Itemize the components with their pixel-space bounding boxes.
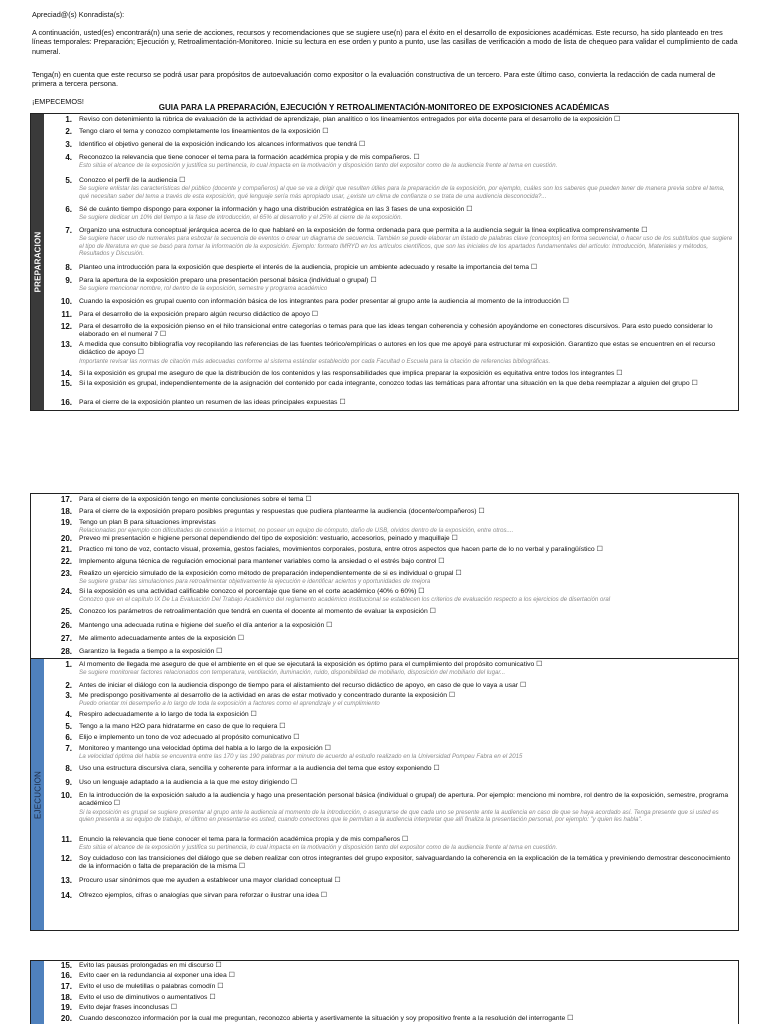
checklist-item-text[interactable]: Cuando la exposición es grupal cuento con información básica de los integrantes para poder presentar al grupo ante la audiencia al momento de la introducción ☐ xyxy=(79,298,569,305)
checklist-item-text[interactable]: Para el desarrollo de la exposición preparo algún recurso didáctico de apoyo ☐ xyxy=(79,311,318,318)
checklist-item-text[interactable]: Tengo claro el tema y conozco completamente los lineamientos de la exposición ☐ xyxy=(79,128,329,135)
checklist-item-text[interactable]: Preveo mi presentación e higiene personal dependiendo del tipo de exposición: vestuario, accesorios, peinado y maquillaje ☐ xyxy=(79,535,458,542)
checklist-item-text[interactable]: Garantizo la llegada a tiempo a la exposición ☐ xyxy=(79,648,223,655)
item-note: Relacionadas por ejemplo con dificultades de conexión a Internet, no poseer un equipo de cómputo, daño de USB, olvidos dentro de la exposición, entre otros.... xyxy=(79,527,514,535)
checklist-item-text[interactable]: Para el cierre de la exposición planteo un resumen de las ideas principales expuestas ☐ xyxy=(79,399,346,406)
checklist-item-text[interactable]: Si la exposición es grupal, independientemente de la asignación del contenido por cada integrante, conozco todas las temáticas para afrontar una situación en la que deba reemplazar a alguien del grupo ☐ xyxy=(79,380,698,387)
checklist-item-text[interactable]: Si la exposición es una actividad calificable conozco el porcentaje que tiene en el corte académico (40% o 60%) ☐ xyxy=(79,588,425,595)
checklist-item-text[interactable]: Planteo una introducción para la exposición que despierte el interés de la audiencia, propicie un ambiente adecuado y resalte la importancia del tema ☐ xyxy=(79,264,537,271)
checklist-item-text[interactable]: Conozco el perfil de la audiencia ☐ xyxy=(79,177,186,184)
checklist-item-text[interactable]: Evito el uso de diminutivos o aumentativos ☐ xyxy=(79,994,216,1001)
item-note: Se sugiere mencionar nombre, rol dentro de la exposición, semestre y programa académico xyxy=(79,285,328,293)
checklist-item-text[interactable]: Enuncio la relevancia que tiene conocer el tema para la formación académica propia y de mis compañeros ☐ xyxy=(79,836,409,843)
execution-sidebar xyxy=(31,659,44,930)
execution-sidebar-2 xyxy=(31,961,44,1024)
checklist-item-text[interactable]: Antes de iniciar el diálogo con la audiencia dispongo de tiempo para el alistamiento del recurso didáctico de apoyo, en caso de que lo vaya a usar ☐ xyxy=(79,682,527,689)
item-note: Se sugiere monitorear factores relacionados con temperatura, ventilación, iluminación, ruido, disponibilidad de mobiliario, disposición del mobiliario del lugar... xyxy=(79,669,506,677)
execution-table-part-1 xyxy=(30,658,739,931)
guide-title: GUIA PARA LA PREPARACIÓN, EJECUCIÓN Y RETROALIMENTACIÓN-MONITOREO DE EXPOSICIONES ACADÉMICAS xyxy=(158,103,610,112)
preparation-rows: 1. Reviso con detenimiento la rúbrica de evaluación de la actividad de aprendizaje, plan analítico o los lineamientos entregados por el/la docente para el desarrollo de la exposición ☐ 2. Tengo claro el tema y conozco completamente los lineamientos de la exposición ☐ 3. Identifico el objetivo general de la exposición indicando los alcances informativos que tendrá ☐ 4. Reconozco la relevancia que tiene conocer el tema para la formación académica propia y de mis compañeros. ☐ Esto sitúa el alcance de la exposición y justifica su pertinencia, lo cual impacta en la motivación y disposición tanto del expositor como de la audiencia frente al tema en cuestión. 5. Conozco el perfil de la audiencia ☐ Se sugiere enlistar las características del público (docente y compañeros) al que se va a dirigir que resulten útiles para la preparación de la exposición, por ejemplo, cuáles son los saberes que pueden tener de manera previa sobre el tema, qué necesitan saber del tema a través de esta exposición, qué lenguaje sería más apropiado usar, ¿existe un clima de confianza o se trata de una audiencia desconocida?... 6. Sé de cuánto tiempo dispongo para exponer la información y hago una distribución estratégica en las 3 fases de una exposición ☐ Se sugiere dedicar un 10% del tiempo a la fase de introducción, el 65% al desarrollo y el 25% al cierre de la exposición. 7. Organizo una estructura conceptual jerárquica acerca de lo que hablaré en la exposición de forma ordenada para que permita a la audiencia seguir la línea explicativa comprensivamente ☐ Se sugiere hacer uso de numerales para esbozar la secuencia de eventos o crear un diagrama de secuencia. También se puede elaborar un listado de palabras clave (conceptos) en forma secuencial, o hacer uso de los subtítulos que sugiere el tipo de literatura en que se basó para tomar la información de la exposición. Ejemplo: formato IMRYD en los artículos científicos, que son las iniciales de los apartados fundamentales del artículo: Introducción, Materiales y métodos, Resultados y Discusión. 8. Planteo una introducción para la exposición que despierte el interés de la audiencia, propicie un ambiente adecuado y resalte la importancia del tema ☐ 9. Para la apertura de la exposición preparo una presentación personal básica (individual o grupal) ☐ Se sugiere mencionar nombre, rol dentro de la exposición, semestre y programa académico 10. Cuando la exposición es grupal cuento con información básica de los integrantes para poder presentar al grupo ante la audiencia al momento de la introducción ☐ 11. Para el desarrollo de la exposición preparo algún recurso didáctico de apoyo ☐ 12. Para el desarrollo de la exposición pienso en el hilo transicional entre categorías o temas para que las ideas tengan coherencia y cohesión apoyándome en conectores discursivos. Para esto puedo considerar lo elaborado en el numeral 7 ☐ 13. A medida que consulto bibliografía voy recopilando las referencias de las fuentes teórico/empíricas o autores en los que me apoyé para estructurar mi exposición. Garantizo que estas se encuentren en el recurso didáctico de apoyo ☐ Importante revisar las normas de citación más adecuadas conforme al sistema estándar establecido por cada Facultad o Escuela para la citación de referencias bibliográficas. 14. Si la exposición es grupal me aseguro de que la distribución de los contenidos y las responsabilidades que implica preparar la exposición es equitativa entre todos los integrantes ☐ 15. Si la exposición es grupal, independientemente de la asignación del contenido por cada integrante, conozco todas las temáticas para afrontar una situación en la que deba reemplazar a alguien del grupo ☐ 16. Para el cierre de la exposición planteo un resumen de las ideas principales expuestas ☐ xyxy=(60,115,733,407)
checklist-item-text[interactable]: A medida que consulto bibliografía voy recopilando las referencias de las fuentes teórico/empíricas o autores en los que me apoyé para estructurar mi exposición. Garantizo que estas se encuentren en el recurso didáctico de apoyo ☐ xyxy=(79,341,716,357)
item-note: Esto sitúa el alcance de la exposición y justifica su pertinencia, lo cual impacta en la motivación y disposición tanto del expositor como de la audiencia frente al tema en cuestión. xyxy=(79,162,558,170)
checklist-item-text[interactable]: Respiro adecuadamente a lo largo de toda la exposición ☐ xyxy=(79,711,257,718)
checklist-item-text[interactable]: Reconozco la relevancia que tiene conocer el tema para la formación académica propia y de mis compañeros. ☐ xyxy=(79,154,420,161)
checklist-item-text[interactable]: Practico mi tono de voz, contacto visual, proxemia, gestos faciales, movimientos corporales, postura, entre otros aspectos que hacen parte de lo no verbal y paralingüístico ☐ xyxy=(79,546,603,553)
preparation-sidebar xyxy=(31,114,44,410)
item-note: Puedo orientar mi desempeño a lo largo de toda la exposición a factores como el aprendizaje y el cumplimiento xyxy=(79,700,380,708)
checklist-item-text[interactable]: Para el cierre de la exposición preparo posibles preguntas y respuestas que pudiera plantearme la audiencia (docente/compañeros) ☐ xyxy=(79,508,485,515)
checklist-item-text[interactable]: Evito las pausas prolongadas en mi discurso ☐ xyxy=(79,962,222,969)
checklist-item-text[interactable]: Al momento de llegada me aseguro de que el ambiente en el que se ejecutará la exposición es óptimo para el cumplimiento del propósito comunicativo ☐ xyxy=(79,661,543,668)
preparation-table-part-2 xyxy=(30,493,739,659)
checklist-item-text[interactable]: Me predispongo positivamente al desarrollo de la actividad en aras de estar motivado y concentrado durante la exposición ☐ xyxy=(79,692,455,699)
checklist-item-text[interactable]: Procuro usar sinónimos que me ayuden a establecer una mayor claridad conceptual ☐ xyxy=(79,877,341,884)
checklist-item-text[interactable]: Soy cuidadoso con las transiciones del diálogo que se deben realizar con otros integrantes del grupo expositor, salvaguardando la coherencia en la explicación de la temática y previniendo demostrar desconocimiento de la información o falta de preparación de la misma ☐ xyxy=(79,855,731,871)
greeting: Apreciad@(s) Konradista(s): xyxy=(32,10,125,19)
execution-rows: 1. Al momento de llegada me aseguro de que el ambiente en el que se ejecutará la exposición es óptimo para el cumplimiento del propósito comunicativo ☐ Se sugiere monitorear factores relacionados con temperatura, ventilación, iluminación, ruido, disponibilidad de mobiliario, disposición del mobiliario del lugar... 2. Antes de iniciar el diálogo con la audiencia dispongo de tiempo para el alistamiento del recurso didáctico de apoyo, en caso de que lo vaya a usar ☐ 3. Me predispongo positivamente al desarrollo de la actividad en aras de estar motivado y concentrado durante la exposición ☐ Puedo orientar mi desempeño a lo largo de toda la exposición a factores como el aprendizaje y el cumplimiento 4. Respiro adecuadamente a lo largo de toda la exposición ☐ 5. Tengo a la mano H2O para hidratarme en caso de que lo requiera ☐ 6. Elijo e implemento un tono de voz adecuado al propósito comunicativo ☐ 7. Monitoreo y mantengo una velocidad óptima del habla a lo largo de la exposición ☐ La velocidad óptima del habla se encuentra entre las 170 y las 190 palabras por minuto de acuerdo al estudio realizado en la Universidad Pompeu Fabra en el 2015 8. Uso una estructura discursiva clara, sencilla y coherente para informar a la audiencia del tema que estoy exponiendo ☐ 9. Uso un lenguaje adaptado a la audiencia a la que me estoy dirigiendo ☐ 10. En la introducción de la exposición saludo a la audiencia y hago una presentación personal básica (individual o grupal) de apertura. Por ejemplo: menciono mi nombre, rol dentro de la exposición, semestre, programa académico ☐ Si la exposición es grupal se sugiere presentar al grupo ante la audiencia al momento de la introducción, o asegurarse de que cada uno se presente ante la audiencia en caso de que se haya acordado así. Tenga presente que si usted es quien presenta a su equipo de trabajo, el último en presentarse es usted, cuando conectores que le permitan a la audiencia interpretar que allí finaliza la presentación personal, por ejemplo: "y quien les habla". 11. Enuncio la relevancia que tiene conocer el tema para la formación académica propia y de mis compañeros ☐ Esto sitúa el alcance de la exposición y justifica su pertinencia, lo cual impacta en la motivación y disposición tanto del expositor como de la audiencia frente al tema en cuestión. 12. Soy cuidadoso con las transiciones del diálogo que se deben realizar con otros integrantes del grupo expositor, salvaguardando la coherencia en la explicación de la temática y previniendo demostrar desconocimiento de la información o falta de preparación de la misma ☐ 13. Procuro usar sinónimos que me ayuden a establecer una mayor claridad conceptual ☐ 14. Ofrezco ejemplos, cifras o analogías que sirvan para reforzar o ilustrar una idea ☐ xyxy=(45,659,738,930)
intro-section xyxy=(32,10,738,115)
checklist-item-text[interactable]: Para el desarrollo de la exposición pienso en el hilo transicional entre categorías o temas para que las ideas tengan coherencia y cohesión apoyándome en conectores discursivos. Para esto puedo considerar lo elaborado en el numeral 7 ☐ xyxy=(79,323,713,339)
checklist-item-text[interactable]: Implemento alguna técnica de regulación emocional para mantener variables como la ansiedad o el estrés bajo control ☐ xyxy=(79,558,445,565)
checklist-item-text[interactable]: Ofrezco ejemplos, cifras o analogías que sirvan para reforzar o ilustrar una idea ☐ xyxy=(79,892,327,899)
checklist-item-text[interactable]: Monitoreo y mantengo una velocidad óptima del habla a lo largo de la exposición ☐ xyxy=(79,745,331,752)
item-note: Se sugiere grabar las simulaciones para retroalimentar objetivamente la ejecución e identificar aciertos y oportunidades de mejora xyxy=(79,578,431,586)
item-note: Se sugiere dedicar un 10% del tiempo a la fase de introducción, el 65% al desarrollo y el 25% al cierre de la exposición. xyxy=(79,214,403,222)
checklist-item-text[interactable]: Evito el uso de muletillas o palabras comodín ☐ xyxy=(79,983,224,990)
preparation-label: PREPARACION xyxy=(33,231,42,293)
checklist-item-text[interactable]: Reviso con detenimiento la rúbrica de evaluación de la actividad de aprendizaje, plan analítico o los lineamientos entregados por el/la docente para el desarrollo de la exposición ☐ xyxy=(79,116,621,123)
checklist-item-text[interactable]: Tengo un plan B para situaciones imprevistas xyxy=(79,519,216,526)
intro-cta: ¡EMPECEMOS! xyxy=(32,97,84,107)
preparation-rows-2: 17. Para el cierre de la exposición tengo en mente conclusiones sobre el tema ☐ 18. Para el cierre de la exposición preparo posibles preguntas y respuestas que pudiera plantearme la audiencia (docente/compañeros) ☐ 19. Tengo un plan B para situaciones imprevistas Relacionadas por ejemplo con dificultades de conexión a Internet, no poseer un equipo de cómputo, daño de USB, olvidos dentro de la exposición, entre otros.... 20. Preveo mi presentación e higiene personal dependiendo del tipo de exposición: vestuario, accesorios, peinado y maquillaje ☐ 21. Practico mi tono de voz, contacto visual, proxemia, gestos faciales, movimientos corporales, postura, entre otros aspectos que hacen parte de lo no verbal y paralingüístico ☐ 22. Implemento alguna técnica de regulación emocional para mantener variables como la ansiedad o el estrés bajo control ☐ 23. Realizo un ejercicio simulado de la exposición como método de preparación independientemente de si es individual o grupal ☐ Se sugiere grabar las simulaciones para retroalimentar objetivamente la ejecución e identificar aciertos y oportunidades de mejora 24. Si la exposición es una actividad calificable conozco el porcentaje que tiene en el corte académico (40% o 60%) ☐ Conozco que en el capítulo IX De La Evaluación Del Trabajo Académico del reglamento académico institucional se establecen los criterios de evaluación respecto a los ejercicios de disertación oral 25. Conozco los parámetros de retroalimentación que tendrá en cuenta el docente al momento de evaluar la exposición ☐ 26. Mantengo una adecuada rutina e higiene del sueño el día anterior a la exposición ☐ 27. Me alimento adecuadamente antes de la exposición ☐ 28. Garantizo la llegada a tiempo a la exposición ☐ xyxy=(45,494,738,659)
checklist-item-text[interactable]: Para la apertura de la exposición preparo una presentación personal básica (individual o grupal) ☐ xyxy=(79,277,377,284)
checklist-item-text[interactable]: Evito dejar frases inconclusas ☐ xyxy=(79,1004,177,1011)
item-note: Se sugiere hacer uso de numerales para esbozar la secuencia de eventos o crear un diagrama de secuencia. También se puede elaborar un listado de palabras clave (conceptos) en forma secuencial, o hacer uso de los subtítulos que sugiere el tipo de literatura en que se basó para tomar la información de la exposición. Ejemplo: formato IMRYD en los artículos científicos, que son las iniciales de los apartados fundamentales del artículo: Introducción, Materiales y métodos, Resultados y Discusión. xyxy=(79,235,733,257)
item-note: Esto sitúa el alcance de la exposición y justifica su pertinencia, lo cual impacta en la motivación y disposición tanto del expositor como de la audiencia frente al tema en cuestión. xyxy=(79,844,558,852)
execution-table-part-2 xyxy=(30,960,739,1024)
checklist-item-text[interactable]: Evito caer en la redundancia al exponer una idea ☐ xyxy=(79,972,235,979)
checklist-item-text[interactable]: Sé de cuánto tiempo dispongo para exponer la información y hago una distribución estratégica en las 3 fases de una exposición ☐ xyxy=(79,206,473,213)
checklist-item-text[interactable]: Identifico el objetivo general de la exposición indicando los alcances informativos que tendrá ☐ xyxy=(79,141,366,148)
execution-rows-2: 15. Evito las pausas prolongadas en mi discurso ☐ 16. Evito caer en la redundancia al exponer una idea ☐ 17. Evito el uso de muletillas o palabras comodín ☐ 18. Evito el uso de diminutivos o aumentativos ☐ 19. Evito dejar frases inconclusas ☐ 20. Cuando desconozco información por la cual me preguntan, reconozco abierta y asertivamente la situación y soy propositivo frente a la resolución del interrogante ☐ xyxy=(45,961,738,1024)
checklist-item-text[interactable]: En la introducción de la exposición saludo a la audiencia y hago una presentación personal básica (individual o grupal) de apertura. Por ejemplo: menciono mi nombre, rol dentro de la exposición, semestre, programa académico ☐ xyxy=(79,792,729,808)
checklist-item-text[interactable]: Uso un lenguaje adaptado a la audiencia a la que me estoy dirigiendo ☐ xyxy=(79,779,298,786)
checklist-item-text[interactable]: Cuando desconozco información por la cual me preguntan, reconozco abierta y asertivamente la situación y soy propositivo frente a la resolución del interrogante ☐ xyxy=(79,1015,574,1022)
item-note: Si la exposición es grupal se sugiere presentar al grupo ante la audiencia al momento de la introducción, o asegurarse de que cada uno se presente ante la audiencia en caso de que se haya acordado así. Tenga presente que si usted es quien presenta a su equipo de trabajo, el último en presentarse es usted, cuando conectores que le permitan a la audiencia interpretar que allí finaliza la presentación personal, por ejemplo: "y quien les habla". xyxy=(79,808,719,824)
checklist-item-text[interactable]: Me alimento adecuadamente antes de la exposición ☐ xyxy=(79,635,244,642)
checklist-item-text[interactable]: Conozco los parámetros de retroalimentación que tendrá en cuenta el docente al momento de evaluar la exposición ☐ xyxy=(79,608,436,615)
item-note: Importante revisar las normas de citación más adecuadas conforme al sistema estándar establecido por cada Facultad o Escuela para la citación de referencias bibliográficas. xyxy=(79,357,551,365)
checklist-item-text[interactable]: Realizo un ejercicio simulado de la exposición como método de preparación independientemente de si es individual o grupal ☐ xyxy=(79,570,462,577)
intro-paragraph-1: A continuación, usted(es) encontrará(n) una serie de acciones, recursos y recomendaciones que se sugiere use(n) para el éxito en el desarrollo de exposiciones académicas. Este recurso, ha sido planteado en tres líneas temporales: Preparación; Ejecución y, Retroalimentación-Monitoreo. Inicie su lectura en ese orden y punto a punto, use las casillas de verificación a modo de lista de chequeo para validar el cumplimiento de cada numeral. xyxy=(32,28,738,56)
checklist-item-text[interactable]: Si la exposición es grupal me aseguro de que la distribución de los contenidos y las responsabilidades que implica preparar la exposición es equitativa entre todos los integrantes ☐ xyxy=(79,370,623,377)
execution-label: EJECUCION xyxy=(33,770,42,819)
item-note: La velocidad óptima del habla se encuentra entre las 170 y las 190 palabras por minuto de acuerdo al estudio realizado en la Universidad Pompeu Fabra en el 2015 xyxy=(79,753,523,761)
checklist-item-text[interactable]: Para el cierre de la exposición tengo en mente conclusiones sobre el tema ☐ xyxy=(79,496,312,503)
intro-paragraph-2: Tenga(n) en cuenta que este recurso se podrá usar para propósitos de autoevaluación como expositor o la evaluación constructiva de un tercero. Para este último caso, convierta la redacción de cada numeral de primera a tercera persona. xyxy=(32,69,716,89)
checklist-item-text[interactable]: Mantengo una adecuada rutina e higiene del sueño el día anterior a la exposición ☐ xyxy=(79,622,333,629)
checklist-item-text[interactable]: Tengo a la mano H2O para hidratarme en caso de que lo requiera ☐ xyxy=(79,723,286,730)
preparation-table-part-1 xyxy=(30,113,739,411)
checklist-item-text[interactable]: Elijo e implemento un tono de voz adecuado al propósito comunicativo ☐ xyxy=(79,734,300,741)
item-note: Conozco que en el capítulo IX De La Evaluación Del Trabajo Académico del reglamento académico institucional se establecen los criterios de evaluación respecto a los ejercicios de disertación oral xyxy=(79,596,611,604)
item-note: Se sugiere enlistar las características del público (docente y compañeros) al que se va a dirigir que resulten útiles para la preparación de la exposición, por ejemplo, cuáles son los saberes que pueden tener de manera previa sobre el tema, qué necesitan saber del tema a través de esta exposición, qué lenguaje sería más apropiado usar, ¿existe un clima de confianza o se trata de una audiencia desconocida?... xyxy=(79,185,725,200)
checklist-item-text[interactable]: Uso una estructura discursiva clara, sencilla y coherente para informar a la audiencia del tema que estoy exponiendo ☐ xyxy=(79,765,440,772)
checklist-item-text[interactable]: Organizo una estructura conceptual jerárquica acerca de lo que hablaré en la exposición de forma ordenada para que permita a la audiencia seguir la línea explicativa comprensivamente ☐ xyxy=(79,227,648,234)
